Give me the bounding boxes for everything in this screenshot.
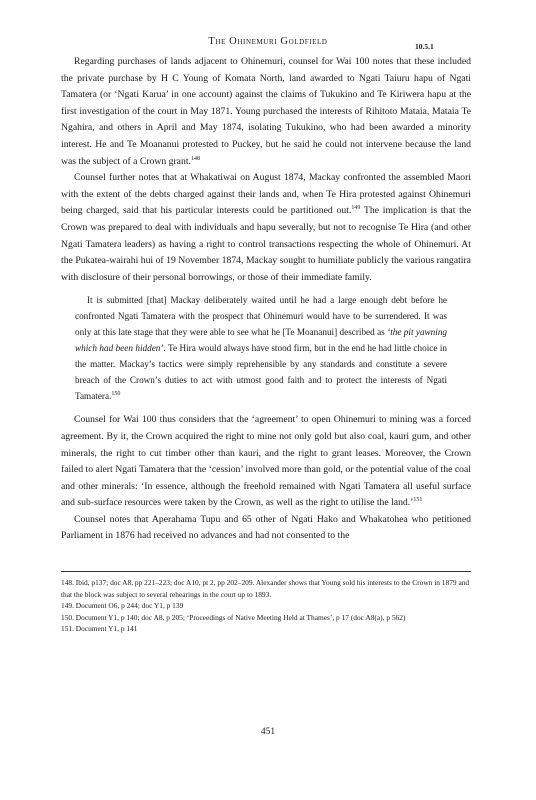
footnote: 150. Document Y1, p 140; doc A8, p 205; ‘Proceedings of Native Meeting Held at Thames’, p 17 (doc A8(a), p 562) — [61, 612, 406, 622]
footnote-ref[interactable]: 151 — [413, 497, 423, 504]
running-head: The Ohinemuri Goldfield — [208, 36, 328, 47]
footnote-ref[interactable]: 149 — [351, 205, 361, 212]
quote-paragraph — [75, 292, 447, 404]
quote-text: It is submitted [that] Mackay deliberately waited until he had a large enough debt before he confronted Ngati Tamatera with the prospect that Ohinemuri would have to be surrendered. It was only at this late stage that they were able to see what he [Te Moananui] described as — [75, 295, 447, 338]
block-quote — [75, 292, 447, 404]
paragraph-text: Counsel for Wai 100 thus considers that the ‘agreement’ to open Ohinemuri to mining was a forced agreement. By it, the Crown acquired the right to mine not only gold but also coal, kauri gum, and other minerals, the right to cut timber other than kauri, and the right to grant leases. Moreover, the Crown failed to alert Ngati Tamatera that the ‘cession’ involved more than gold, or the potential value of the coal and other minerals: ‘In essence, although the freehold remained with Ngati Tamatera all useful surface and sub-surface resources were taken by the Crown, as well as the right to utilise the land.’ — [61, 414, 471, 509]
page-number: 451 — [260, 727, 276, 737]
paragraph — [61, 512, 471, 545]
footnotes — [61, 577, 471, 635]
quote-text: . Te Hira would always have stood firm, but in the end he had little choice in the matter. Mackay’s tactics were simply reprehensible by any standards and constitute a severe breach of the Crown’s duties to act with utmost good faith and to protect the interests of Ngati Tamatera. — [75, 343, 447, 402]
footnote-ref[interactable]: 150 — [111, 391, 121, 398]
paragraph — [61, 170, 471, 286]
paragraph — [61, 54, 471, 170]
body-text — [61, 54, 471, 545]
footnote: 148. Ibid, p137; doc A8, pp 221–223; doc A10, pt 2, pp 202–209. Alexander shows that Young sold his interests to the Crown in 1879 and that the block was subject to several rehearings in the court up to 1893. — [61, 578, 470, 599]
section-number: 10.5.1 — [415, 42, 434, 51]
footnote-ref[interactable]: 148 — [190, 155, 200, 162]
quote-emphasis: ‘the pit yawning which had been hidden’ — [75, 327, 448, 354]
footnote: 149. Document O6, p 244; doc Y1, p 139 — [61, 601, 184, 611]
paragraph — [61, 412, 471, 512]
paragraph-text: Counsel notes that Aperahama Tupu and 65 other of Ngati Hako and Whakatohea who petitioned Parliament in 1876 had received no advances and had not consented to the — [61, 513, 471, 542]
paragraph-text: Counsel further notes that at Whakatiwai on August 1874, Mackay confronted the assembled Maori with the extent of the debts charged against their lands and, when Te Hira protested against Ohinemuri being charged, said that his particular interests could be partitioned out. — [61, 172, 471, 217]
footnote: 151. Document Y1, p 141 — [61, 624, 138, 634]
footnote-divider — [61, 571, 471, 572]
paragraph-text: The implication is that the Crown was prepared to deal with individuals and hapu severally, but not to recognise Te Hira (and other Ngati Tamatera leaders) as having a right to control transactions respecting the whole of Ohinemuri. At the Pukatea-wairahi hui of 19 November 1874, Mackay sought to humiliate publicly the various rangatira with disclosure of their personal borrowings, or those of their immediate family. — [61, 205, 471, 283]
paragraph-text: Regarding purchases of lands adjacent to Ohinemuri, counsel for Wai 100 notes that these included the private purchase by H C Young of Komata North, land awarded to Ngati Taiuru hapu of Ngati Tamatera (or ‘Ngati Karua’ in one account) against the claims of Tukukino and Te Kiriwera hapu at the first investigation of the court in May 1871. Young purchased the interests of Rihitoto Mataia, Mataia Te Ngahira, and others in April and May 1874, isolating Tukukino, who had been awarded a minority interest. He and Te Moananui protested to Puckey, but he said he could not intervene because the land was the subject of a Crown grant. — [61, 56, 471, 167]
